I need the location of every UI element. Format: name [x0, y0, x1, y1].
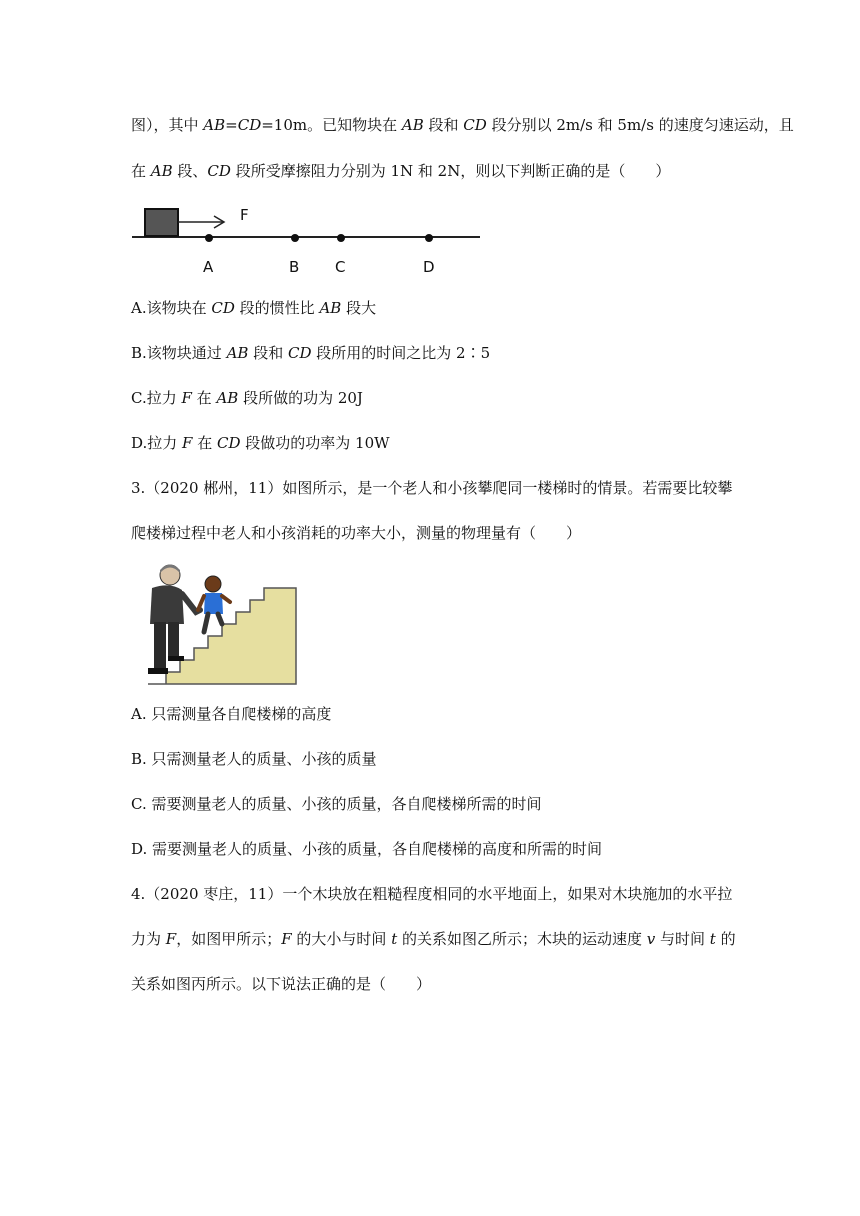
label-b: B	[289, 258, 300, 276]
old-man-figure	[148, 565, 200, 675]
q2-option-a: A.该物块在 CD 段的惯性比 AB 段大	[131, 299, 377, 317]
point-b	[291, 234, 299, 242]
label-a: A	[203, 258, 214, 276]
label-c: C	[335, 258, 346, 276]
block-force-diagram	[130, 198, 490, 278]
point-a	[205, 234, 213, 242]
q2-option-d: D.拉力 F 在 CD 段做功的功率为 10W	[131, 434, 390, 452]
q4-line-1: 4.（2020 枣庄，11）一个木块放在粗糙程度相同的水平地面上，如果对木块施加的水平拉	[131, 885, 733, 903]
q3-option-b: B. 只需测量老人的质量、小孩的质量	[131, 750, 377, 768]
q2-option-c: C.拉力 F 在 AB 段所做的功为 20J	[131, 389, 363, 407]
label-d: D	[423, 258, 435, 276]
block	[145, 209, 178, 236]
q3-line-2: 爬楼梯过程中老人和小孩消耗的功率大小，测量的物理量有（ ）	[131, 524, 582, 542]
q2-option-b: B.该物块通过 AB 段和 CD 段所用的时间之比为 2∶5	[131, 344, 491, 362]
q3-option-d: D. 需要测量老人的质量、小孩的质量，各自爬楼梯的高度和所需的时间	[131, 840, 603, 858]
force-label: F	[240, 206, 249, 224]
q3-option-a: A. 只需测量各自爬楼梯的高度	[131, 705, 332, 723]
q3-line-1: 3.（2020 郴州，11）如图所示，是一个老人和小孩攀爬同一楼梯时的情景。若需要比较攀	[131, 479, 733, 497]
q4-line-3: 关系如图丙所示。以下说法正确的是（ ）	[131, 975, 432, 993]
q4-line-2: 力为 F，如图甲所示；F 的大小与时间 t 的关系如图乙所示；木块的运动速度 v 与时间 t 的	[131, 930, 736, 948]
point-d	[425, 234, 433, 242]
q3-option-c: C. 需要测量老人的质量、小孩的质量，各自爬楼梯所需的时间	[131, 795, 542, 813]
q2-line-2: 在 AB 段、CD 段所受摩擦阻力分别为 1N 和 2N，则以下判断正确的是（ ）	[131, 162, 671, 180]
point-c	[337, 234, 345, 242]
q2-line-1: 图），其中 AB=CD=10m。已知物块在 AB 段和 CD 段分别以 2m/s 和 5m/s 的速度匀速运动，且	[131, 116, 794, 134]
stairs-illustration	[138, 562, 308, 687]
